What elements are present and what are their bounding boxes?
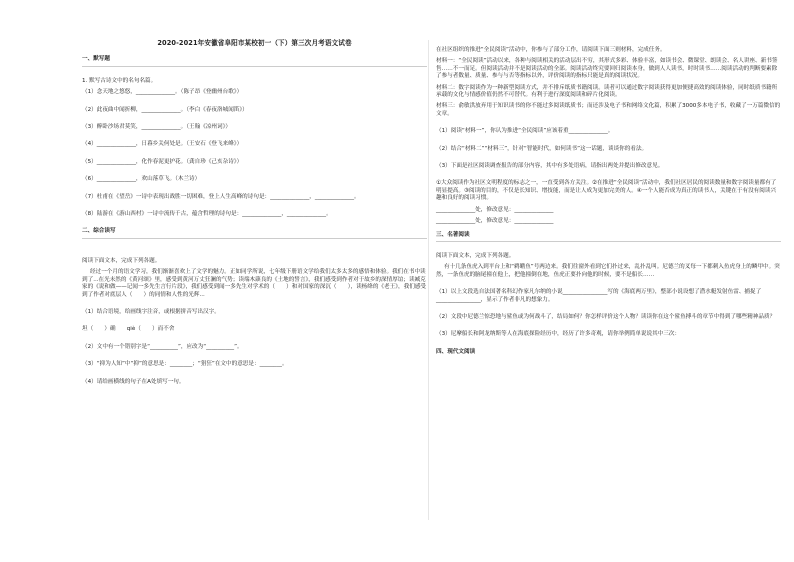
s1-item-4: （4）______________，日暮乡关何处是。（王安石《登飞来峰》） bbox=[82, 141, 243, 148]
s2-question-1-options: 坦（ ）确 qiè（ ）而不舍 bbox=[82, 326, 175, 333]
s3-question-1: （1）以上文段选自法国著名科幻作家凡尔纳的小说________________写的《海底两万里》，整部小说设想了潜水艇发射鱼雷、捕捉了________________，显示了作者非凡的想象力。 bbox=[436, 289, 762, 303]
s3-text: 有十几条鱼虎入到平台上和“鹈鹕鱼”号两边来。我们往窗外看到它们扑过来，乱扑乱叫。尼德兰的叉每一下都刺入鱼虎身上的鳞甲中。突然，一条鱼虎的脑尾撞在他上，把他撞倒在地，鱼虎正要扑向他的时候，要不是船长…… bbox=[436, 264, 780, 278]
s2-passage: 经过一个月的语文学习，我们渐渐喜欢上了文学的魅力。正如同学所说，七年级下册语文学给我们太多太多的感悟和体验。我们在书中读到了...在光未然的《黄河颂》里，感受到黄河万丈狂澜的气势；读端木蕻良的《土地的誓言》，我们感受到作者对于故乡的深情厚谊；读臧克家的《说和做——记闻一多先生言行片段》，我们感受到闻一多先生对学术的（ ）和对国家的深沉（ ），读杨绛的《老王》，我们感受到了作者对底层人（ ）的同情和人性的光辉... bbox=[82, 269, 427, 298]
s1-item-7: （7）杜甫在《望岳》一诗中表现出战胜一切困难，登上人生高峰的诗句是：______________，______________。 bbox=[82, 193, 360, 200]
r-question-3-text: ①大众阅读作为社区文明程度的标志之一，一直受到各方关注。②在推进“全民阅读”活动中，我们社区居民的阅读数量和数字阅读量都有了明显提高。③阅读的目的，不仅是长知识、增技能，而是让人成为更加完美的人。④一个人能否成为真正的读书人，关键在于有没有阅读兴趣和良好的阅读习惯。 bbox=[436, 180, 777, 202]
r-intro: 在社区组织的推进“全民阅读”活动中，你参与了部分工作，请阅读下面三则材料，完成任务。 bbox=[436, 47, 666, 53]
column-divider bbox=[428, 40, 429, 520]
section-1-heading: 一、默写题 bbox=[82, 56, 427, 66]
section-4-heading: 四、现代文阅读 bbox=[436, 348, 476, 355]
s1-item-1: （1）念天地之悠悠，______________。（陈子昂《登幽州台歌》） bbox=[82, 89, 243, 96]
material-1: 材料一：“全民阅读”活动以来，各种与阅读相关的活动层出不穷，其形式多彩、体验丰富，如读书会、微课堂、朗读会、名人讲座、新书签售……不一而足。但阅读活动并不是阅读活动的全部。阅读活动终究要回归阅读本身，做到人人读书，时时读书……阅读活动的判断要素除了参与者数量、质量、参与与否等指标以外，评价阅读的指标只能是真的阅读状况。 bbox=[436, 58, 778, 80]
r-question-3-fix-2: ______________处，修改意见：______________ bbox=[436, 218, 554, 225]
s1-item-6: （6）______________，欢山落草飞。（木兰诗） bbox=[82, 176, 201, 183]
material-3: 材料三：俞敏洪放弃用于知识读书的你不能过多阅读纸质书；而还涉及电子书和网络文化篇，积累了3000多本电子书，收藏了一万篇微信的文章。 bbox=[436, 103, 781, 117]
s1-intro: 1. 默写古诗文中的名句名篇。 bbox=[82, 77, 157, 84]
s3-question-3: （3）尼摩船长和阿龙纳斯等人在海底探险经历中，经历了许多奇观，请你举例简单说说其中三次： bbox=[436, 331, 681, 338]
s1-item-2: （2）此夜曲中闻折柳，______________。（李白《春夜洛城闻笛》） bbox=[82, 106, 248, 113]
section-3-heading: 三、名著阅读 bbox=[436, 232, 781, 242]
s1-item-5: （5）______________，化作春泥更护花。（龚自珍《己亥杂诗》） bbox=[82, 158, 243, 165]
s2-question-1: （1）结合语境，给画线字注音，或根据拼音写出汉字。 bbox=[82, 308, 220, 315]
right-column bbox=[436, 47, 781, 361]
s1-item-3: （3）醉卧沙场君莫笑，______________。（王翰《凉州词》） bbox=[82, 124, 231, 131]
s2-intro: 阅读下面文本，完成下列各题。 bbox=[82, 257, 161, 264]
s2-question-4: （4）请给画横线的句子在A处填写一句。 bbox=[82, 378, 185, 385]
material-2: 材料二：数字阅读作为一种新型阅读方式，并不排斥纸质书籍阅读。读者可以通过数字阅读获得更加便捷高效的阅读体验，同时纸质书籍所承载的文化与情感价值仍然不可替代。有利于进行深度阅读和碎片化阅读。 bbox=[436, 84, 778, 99]
r-question-2: （2）结合“材料二”“材料三”，针对“智能时代，如何读书”这一话题，谈谈你的看法。 bbox=[436, 145, 648, 152]
s3-intro: 阅读下面文本，完成下列各题。 bbox=[436, 252, 515, 259]
s3-question-2: （2）文段中尼德兰惊恐地与鲨鱼或为何战斗了，结局如何？你怎样评价这个人物？读读你在这个鲨鱼搏斗的章节中得到了哪些精神品质？ bbox=[436, 313, 776, 320]
exam-title: 2020-2021年安徽省阜阳市某校初一（下）第三次月考语文试卷 bbox=[157, 39, 352, 47]
section-2-heading: 二、综合读写 bbox=[82, 228, 427, 238]
r-question-1: （1）阅读“材料一”，你认为推进“全民阅读”应该着重______________。 bbox=[436, 128, 614, 135]
left-column bbox=[82, 40, 427, 396]
s2-question-2: （2）文中有一个错别字是“__________”，应改为“__________”。 bbox=[82, 343, 243, 350]
s2-question-3: （3）“抑为人知”中“抑”的意思是：________；“猖狂”在文中的意思是：________。 bbox=[82, 361, 288, 368]
s1-item-8: （8）陆游在《游山西村》一诗中流传千古，蕴含哲理的诗句是：______________，______________。 bbox=[82, 211, 332, 218]
r-question-3-fix-1: ______________处，修改意见：______________ bbox=[436, 206, 554, 213]
r-question-3: （3）下面是社区阅读调查报告的部分内容，其中有多处语病，请指出两处并提出修改意见。 bbox=[436, 163, 664, 170]
